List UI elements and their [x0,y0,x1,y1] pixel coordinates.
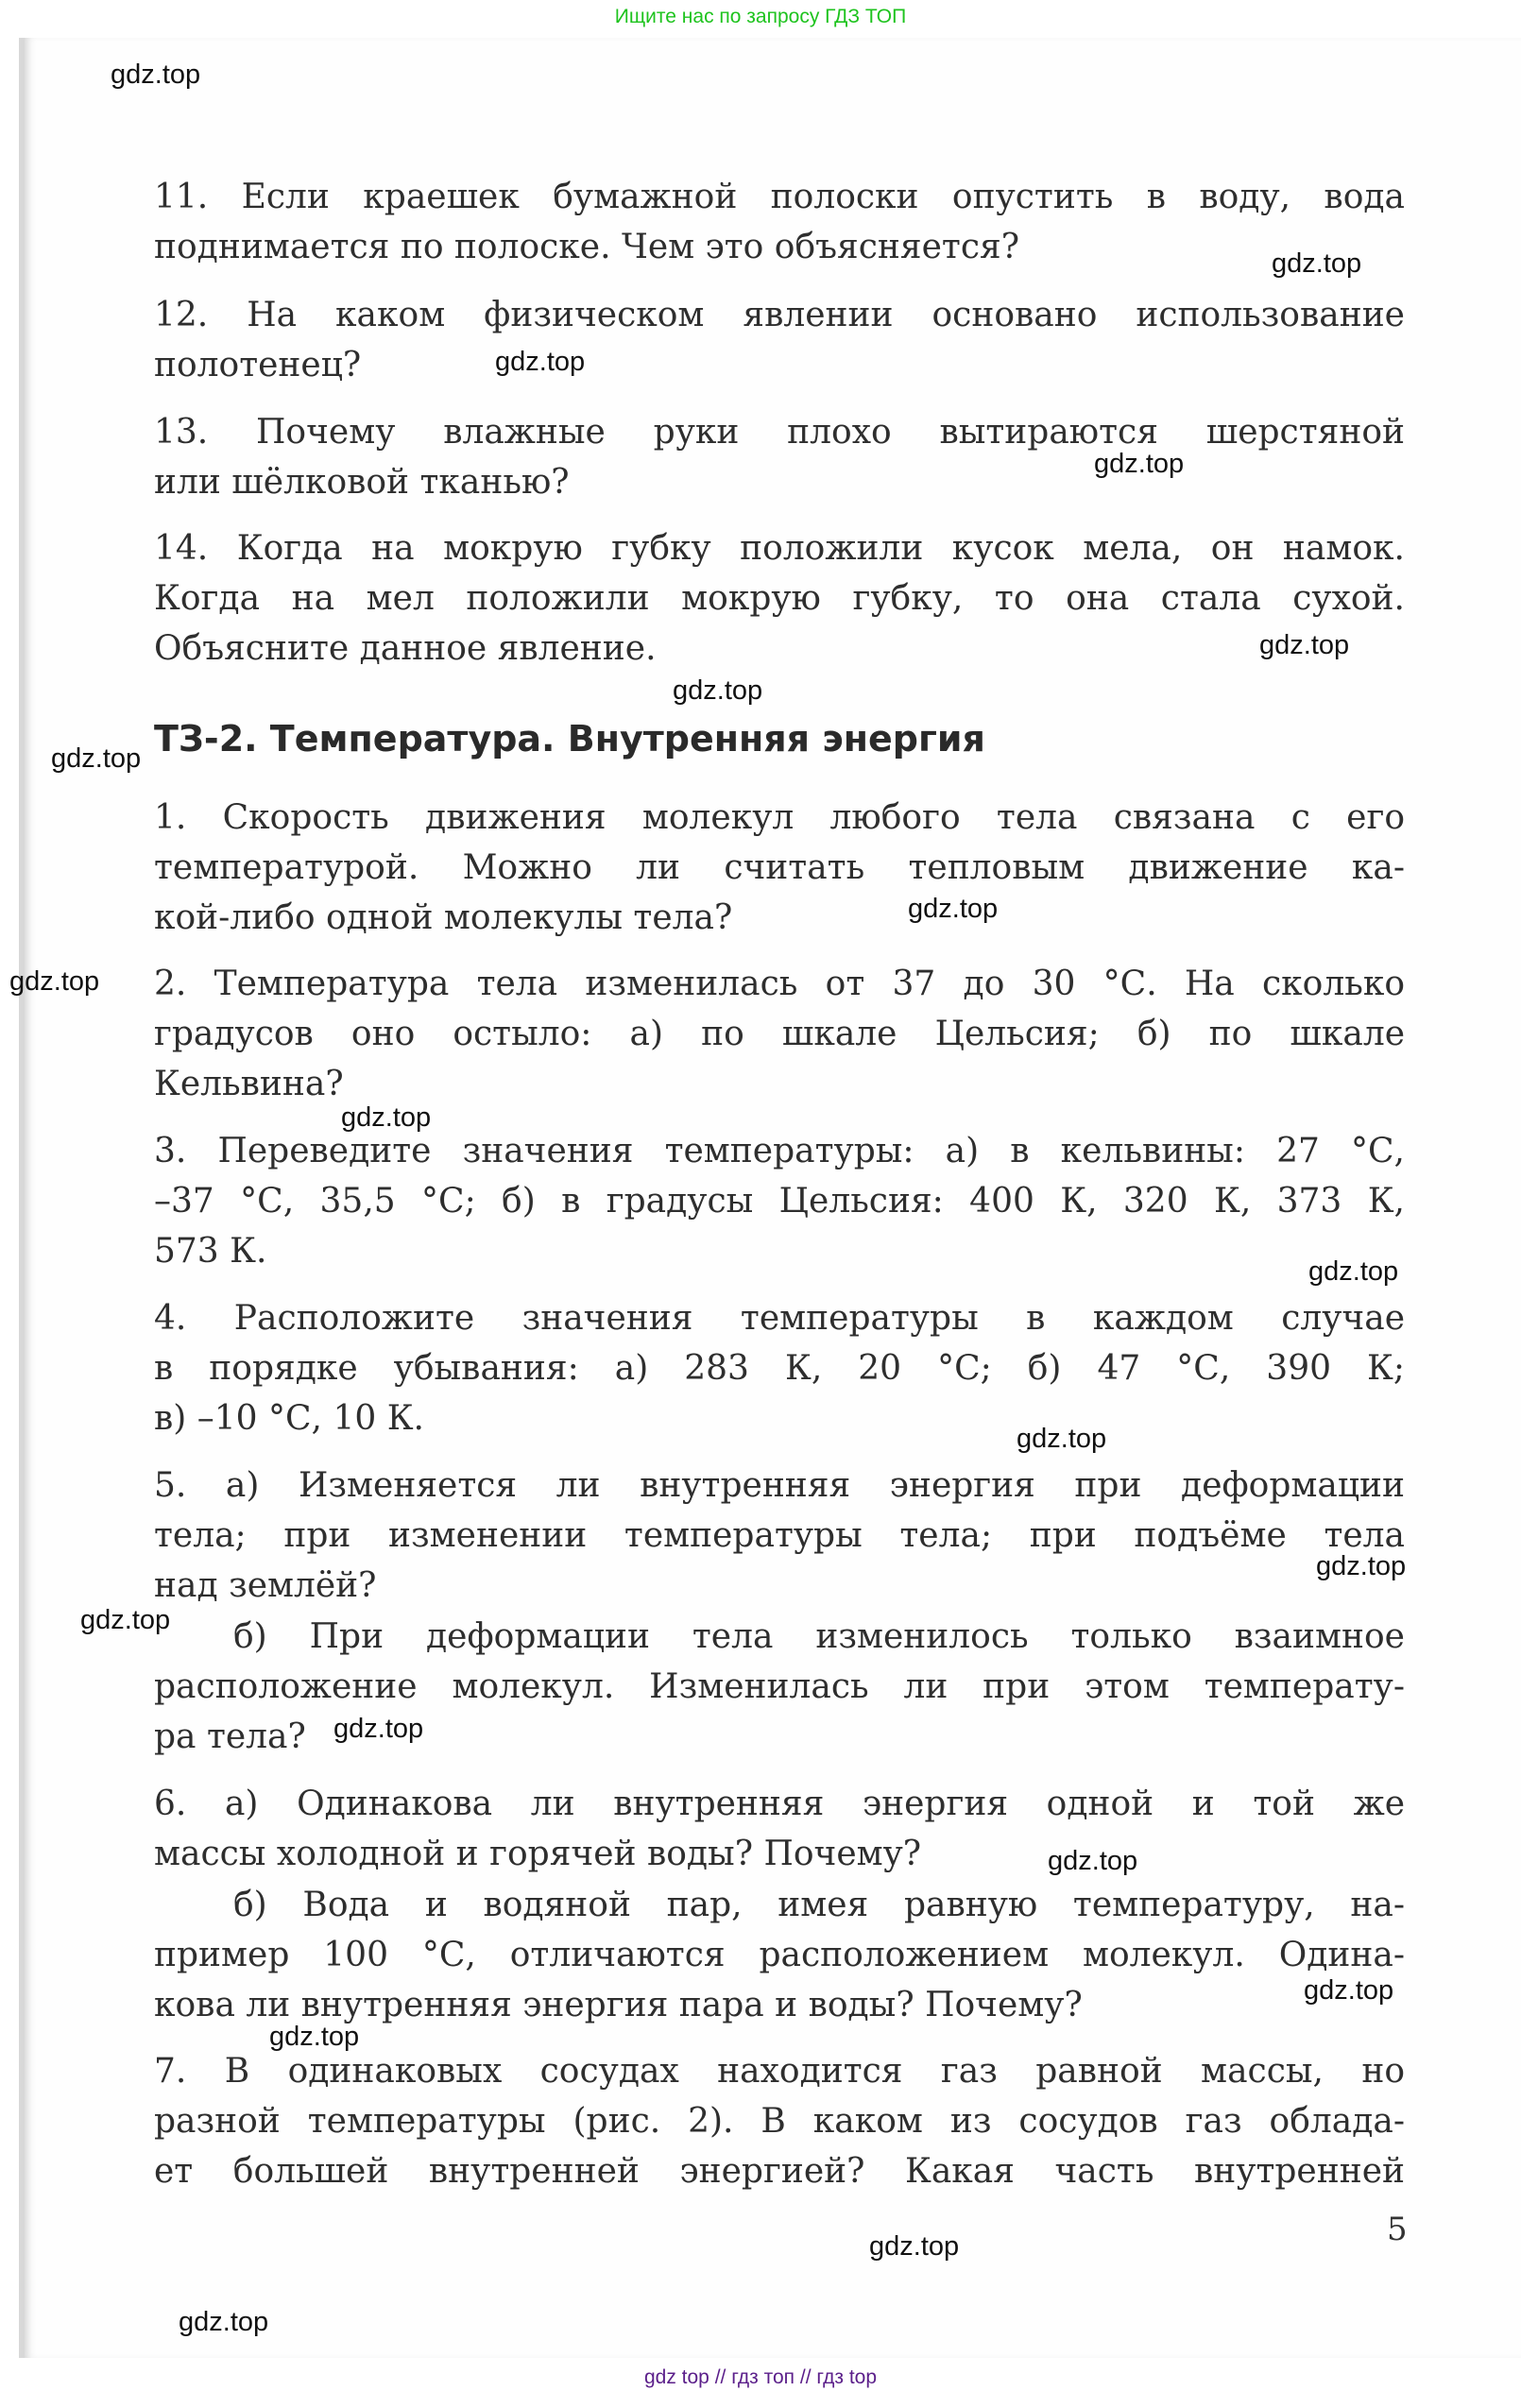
text-line: над землёй? [154,1566,377,1605]
section-heading: ТЗ-2. Температура. Внутренняя энергия [154,718,985,760]
watermark: gdz.top [111,60,201,90]
text-line: –37 °С, 35,5 °С; б) в градусы Цельсия: 400 К, 320 К, 373 К, [154,1182,1405,1221]
top-banner-text: Ищите нас по запросу ГДЗ ТОП [614,6,907,27]
text-line: 3. Переведите значения температуры: а) в кельвины: 27 °С, [154,1132,1405,1170]
question-13 [154,407,1405,507]
watermark: gdz.top [80,1605,171,1635]
text-line: массы холодной и горячей воды? Почему? [154,1835,922,1873]
text-line: градусов оно остыло: а) по шкале Цельсия; б) по шкале [154,1015,1405,1053]
question-14 [154,523,1405,674]
bottom-banner-text: gdz top // гдз топ // гдз top [643,2366,878,2388]
text-line: 573 К. [154,1232,267,1271]
page-number: 5 [1387,2211,1408,2248]
text-line: 13. Почему влажные руки плохо вытираются шерстяной [154,413,1405,452]
text-line: расположение молекул. Изменилась ли при этом температу- [154,1667,1405,1706]
watermark: gdz.top [1017,1424,1107,1454]
watermark: gdz.top [1308,1256,1399,1287]
text-line: ет большей внутренней энергией? Какая часть внутренней [154,2152,1405,2191]
watermark: gdz.top [1259,630,1350,660]
text-line: Когда на мел положили мокрую губку, то она стала сухой. [154,579,1405,618]
text-line: 6. а) Одинакова ли внутренняя энергия одной и той же [154,1785,1405,1823]
text-line: Кельвина? [154,1065,344,1103]
text-line: 12. На каком физическом явлении основано использование [154,296,1405,334]
text-line: в порядке убывания: а) 283 К, 20 °С; б) 47 °С, 390 К; [154,1349,1405,1388]
watermark: gdz.top [1316,1551,1407,1581]
watermark: gdz.top [179,2307,269,2337]
question-12 [154,290,1405,390]
watermark: gdz.top [869,2231,960,2262]
text-line: кова ли внутренняя энергия пара и воды? Почему? [154,1986,1083,2024]
task-7 [154,2046,1405,2196]
task-3 [154,1126,1405,1276]
text-line: 4. Расположите значения температуры в каждом случае [154,1299,1405,1338]
text-line: в) –10 °С, 10 К. [154,1399,424,1438]
text-line: полотенец? [154,346,362,384]
watermark: gdz.top [1272,248,1362,279]
watermark: gdz.top [9,966,100,997]
task-6a [154,1779,1405,1879]
task-6b [154,1880,1405,2030]
text-line: температурой. Можно ли считать тепловым движение ка- [154,848,1405,887]
text-line: 1. Скорость движения молекул любого тела связана с его [154,798,1405,837]
text-line: разной температуры (рис. 2). В каком из сосудов газ облада- [154,2102,1405,2141]
watermark: gdz.top [1304,1975,1394,2006]
watermark: gdz.top [673,675,763,706]
watermark: gdz.top [51,743,142,774]
task-1 [154,793,1405,943]
text-line: б) При деформации тела изменилось только взаимное [233,1617,1405,1656]
bottom-banner [0,2366,1521,2389]
text-line: 14. Когда на мокрую губку положили кусок мела, он намок. [154,529,1405,568]
text-line: ра тела? [154,1717,306,1756]
text-line: поднимается по полоске. Чем это объясняется? [154,228,1019,266]
text-line: 7. В одинаковых сосудах находится газ равной массы, но [154,2052,1405,2091]
task-2 [154,959,1405,1109]
text-line: 2. Температура тела изменилась от 37 до 30 °С. На сколько [154,965,1405,1003]
watermark: gdz.top [1094,449,1185,479]
text-line: кой-либо одной молекулы тела? [154,898,733,937]
watermark: gdz.top [341,1102,432,1133]
task-5a [154,1460,1405,1611]
watermark: gdz.top [269,2022,360,2052]
watermark: gdz.top [333,1714,424,1744]
question-11 [154,172,1405,272]
watermark: gdz.top [495,347,586,377]
text-line: 11. Если краешек бумажной полоски опустить в воду, вода [154,178,1405,216]
text-line: б) Вода и водяной пар, имея равную температуру, на- [233,1886,1405,1924]
watermark: gdz.top [1048,1846,1138,1876]
text-line: пример 100 °С, отличаются расположением молекул. Одина- [154,1936,1405,1974]
watermark: gdz.top [908,894,999,924]
task-4 [154,1293,1405,1443]
text-line: тела; при изменении температуры тела; при подъёме тела [154,1516,1405,1555]
text-line: 5. а) Изменяется ли внутренняя энергия при деформации [154,1466,1405,1505]
top-banner [0,0,1521,36]
text-line: или шёлковой тканью? [154,463,570,502]
text-line: Объясните данное явление. [154,629,657,668]
